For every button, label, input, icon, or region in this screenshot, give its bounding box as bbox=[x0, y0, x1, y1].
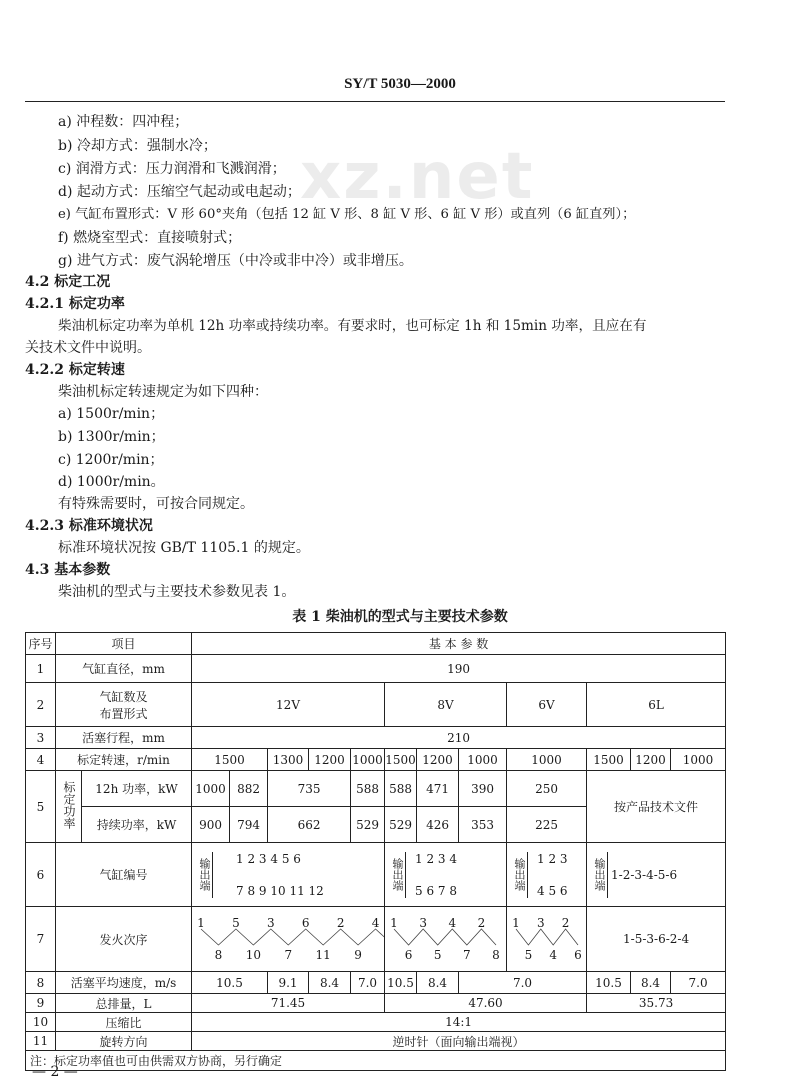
row-item: 旋转方向 bbox=[56, 1032, 192, 1051]
row-item: 12h 功率，kW bbox=[82, 771, 192, 807]
cell-value: 250 bbox=[507, 771, 587, 807]
list-item: f) 燃烧室型式：直接喷射式； bbox=[58, 230, 242, 246]
spec-table bbox=[25, 632, 726, 1071]
cylinder-numbers-top: 1 2 3 bbox=[537, 851, 568, 866]
cell-value: 7.0 bbox=[459, 972, 587, 994]
firing-order-number: 4 bbox=[371, 916, 380, 930]
cell-value: 1200 bbox=[309, 749, 351, 771]
cell-value: 529 bbox=[385, 807, 417, 843]
cylinder-numbers-bottom: 4 5 6 bbox=[537, 883, 568, 898]
cell-value: 7.0 bbox=[671, 972, 726, 994]
firing-order-number: 3 bbox=[419, 916, 427, 930]
cell-value: 662 bbox=[268, 807, 351, 843]
cell-value: 1500 bbox=[385, 749, 417, 771]
section-4-2: 4.2 标定工况 bbox=[25, 274, 111, 290]
output-end-label: 输出端 bbox=[593, 852, 608, 898]
cell-value: 10.5 bbox=[587, 972, 631, 994]
list-item: d) 1000r/min。 bbox=[58, 474, 165, 490]
row-item: 总排量，L bbox=[56, 994, 192, 1013]
col-header-no: 序号 bbox=[26, 633, 56, 655]
row-item: 活塞行程，mm bbox=[56, 727, 192, 749]
cell-value: 9.1 bbox=[268, 972, 309, 994]
row-no: 2 bbox=[26, 683, 56, 727]
firing-zigzag-12v: 185103761129412 bbox=[197, 916, 401, 962]
firing-order-number: 2 bbox=[561, 916, 570, 930]
firing-order-number: 7 bbox=[284, 948, 293, 962]
row-no: 9 bbox=[26, 994, 56, 1013]
paragraph: 柴油机的型式与主要技术参数见表 1。 bbox=[58, 584, 296, 600]
row-no: 5 bbox=[26, 771, 56, 843]
cylinder-numbers-inline: 1-2-3-4-5-6 bbox=[611, 867, 678, 882]
cell-value: 1000 bbox=[507, 749, 587, 771]
row-item: 压缩比 bbox=[56, 1013, 192, 1032]
cell-value: 按产品技术文件 bbox=[587, 771, 726, 843]
row-item-line: 气缸数及 bbox=[99, 689, 148, 704]
page-number: — 2 — bbox=[32, 1064, 78, 1080]
table-note: 注：标定功率值也可由供需双方协商，另行确定 bbox=[26, 1051, 726, 1071]
row-group-label: 标定功率 bbox=[62, 781, 76, 829]
firing-order-number: 8 bbox=[214, 948, 223, 962]
row-no: 8 bbox=[26, 972, 56, 994]
cylinder-numbers-bottom: 7 8 9 10 11 12 bbox=[236, 883, 324, 898]
row-no: 3 bbox=[26, 727, 56, 749]
firing-order-number: 2 bbox=[477, 916, 486, 930]
firing-order-6l: 1-5-3-6-2-4 bbox=[587, 907, 726, 972]
cell-value: 8.4 bbox=[631, 972, 671, 994]
cylinder-diagram-12v bbox=[192, 843, 385, 907]
firing-order-number: 1 bbox=[390, 916, 398, 930]
cell-value: 8V bbox=[385, 683, 507, 727]
cell-value: 1300 bbox=[268, 749, 309, 771]
firing-order-number: 5 bbox=[524, 948, 533, 962]
cylinder-numbers-bottom: 5 6 7 8 bbox=[415, 883, 457, 898]
list-item: e) 气缸布置形式：V 形 60°夹角（包括 12 缸 V 形、8 缸 V 形、6 缸 V 形）或直列（6 缸直列）； bbox=[58, 207, 636, 222]
cylinder-diagram-8v bbox=[385, 843, 507, 907]
cylinder-diagram-6v bbox=[507, 843, 587, 907]
list-item: a) 冲程数：四冲程； bbox=[58, 114, 189, 130]
firing-order-6v bbox=[507, 907, 587, 972]
paragraph: 关技术文件中说明。 bbox=[25, 340, 151, 356]
firing-zigzag-6v bbox=[507, 907, 587, 971]
cell-value: 1500 bbox=[192, 749, 268, 771]
list-item: b) 冷却方式：强制水冷； bbox=[58, 138, 217, 154]
output-end-label: 输出端 bbox=[513, 852, 528, 898]
cell-value: 471 bbox=[417, 771, 459, 807]
section-4-2-1: 4.2.1 标定功率 bbox=[25, 296, 125, 312]
cell-value: 1000 bbox=[192, 771, 230, 807]
cell-value: 35.73 bbox=[587, 994, 726, 1013]
list-item: g) 进气方式：废气涡轮增压（中冷或非中冷）或非增压。 bbox=[58, 253, 413, 269]
list-item: c) 润滑方式：压力润滑和飞溅润滑； bbox=[58, 161, 286, 177]
cell-value: 190 bbox=[192, 655, 726, 683]
firing-order-number: 11 bbox=[315, 948, 331, 962]
firing-order-12v bbox=[192, 907, 401, 972]
cell-value: 1000 bbox=[671, 749, 726, 771]
row-item: 发火次序 bbox=[56, 907, 192, 972]
row-item bbox=[56, 683, 192, 727]
section-4-2-2: 4.2.2 标定转速 bbox=[25, 362, 125, 378]
output-end-label: 输出端 bbox=[391, 852, 406, 898]
cell-value: 71.45 bbox=[192, 994, 385, 1013]
firing-zigzag-8v bbox=[385, 907, 505, 971]
firing-order-number: 10 bbox=[245, 948, 262, 962]
cylinder-diagram-6l bbox=[587, 843, 726, 907]
section-4-3: 4.3 基本参数 bbox=[25, 562, 111, 578]
cell-value: 1200 bbox=[417, 749, 459, 771]
cylinder-numbers-top: 1 2 3 4 bbox=[415, 851, 457, 866]
cell-value: 353 bbox=[459, 807, 507, 843]
list-item: c) 1200r/min； bbox=[58, 452, 164, 468]
firing-order-number: 2 bbox=[336, 916, 345, 930]
firing-order-number: 5 bbox=[433, 948, 442, 962]
row-group bbox=[56, 771, 82, 843]
cylinder-numbers-top: 1 2 3 4 5 6 bbox=[236, 851, 301, 866]
firing-order-line bbox=[201, 929, 385, 945]
firing-order-number: 8 bbox=[492, 948, 500, 962]
list-item: a) 1500r/min； bbox=[58, 406, 165, 422]
list-item: b) 1300r/min； bbox=[58, 429, 165, 445]
cell-value: 6L bbox=[587, 683, 726, 727]
firing-order-number: 4 bbox=[448, 916, 457, 930]
row-item-line: 布置形式 bbox=[99, 706, 148, 721]
cell-value: 529 bbox=[351, 807, 385, 843]
firing-order-number: 4 bbox=[549, 948, 558, 962]
cell-value: 7.0 bbox=[351, 972, 385, 994]
output-end-label: 输出端 bbox=[198, 852, 213, 898]
cell-value: 588 bbox=[351, 771, 385, 807]
row-item: 标定转速，r/min bbox=[56, 749, 192, 771]
table-caption: 表 1 柴油机的型式与主要技术参数 bbox=[292, 609, 508, 625]
cell-value: 8.4 bbox=[309, 972, 351, 994]
row-item: 气缸编号 bbox=[56, 843, 192, 907]
firing-order-number: 6 bbox=[574, 948, 582, 962]
list-item: d) 起动方式：压缩空气起动或电起动； bbox=[58, 184, 301, 200]
cell-value: 900 bbox=[192, 807, 230, 843]
firing-order-number: 1 bbox=[512, 916, 520, 930]
firing-order-number: 9 bbox=[354, 948, 362, 962]
col-header-item: 项目 bbox=[56, 633, 192, 655]
cell-value: 1000 bbox=[459, 749, 507, 771]
cell-value: 882 bbox=[230, 771, 268, 807]
firing-order-number: 7 bbox=[463, 948, 471, 962]
page-header: SY/T 5030—2000 bbox=[344, 76, 456, 92]
row-item: 持续功率，kW bbox=[82, 807, 192, 843]
cell-value: 6V bbox=[507, 683, 587, 727]
row-no: 10 bbox=[26, 1013, 56, 1032]
paragraph: 标准环境状况按 GB/T 1105.1 的规定。 bbox=[58, 540, 310, 556]
firing-order-number: 1 bbox=[197, 916, 205, 930]
firing-order-line bbox=[516, 929, 578, 945]
cell-value: 14:1 bbox=[192, 1013, 726, 1032]
row-no: 7 bbox=[26, 907, 56, 972]
row-item: 活塞平均速度，m/s bbox=[56, 972, 192, 994]
cell-value: 225 bbox=[507, 807, 587, 843]
firing-order-number: 5 bbox=[232, 916, 240, 930]
firing-order-number: 3 bbox=[536, 916, 545, 930]
col-header-params: 基 本 参 数 bbox=[192, 633, 726, 655]
cell-value: 逆时针（面向输出端视） bbox=[192, 1032, 726, 1051]
cell-value: 10.5 bbox=[192, 972, 268, 994]
section-4-2-3: 4.2.3 标准环境状况 bbox=[25, 518, 153, 534]
row-no: 6 bbox=[26, 843, 56, 907]
firing-order-number: 6 bbox=[404, 948, 413, 962]
cell-value: 8.4 bbox=[417, 972, 459, 994]
cell-value: 12V bbox=[192, 683, 385, 727]
cell-value: 1500 bbox=[587, 749, 631, 771]
paragraph: 柴油机标定功率为单机 12h 功率或持续功率。有要求时，也可标定 1h 和 15min 功率，且应在有 bbox=[58, 318, 647, 334]
cell-value: 426 bbox=[417, 807, 459, 843]
cell-value: 1000 bbox=[351, 749, 385, 771]
cell-value: 1200 bbox=[631, 749, 671, 771]
paragraph: 有特殊需要时，可按合同规定。 bbox=[58, 496, 254, 512]
cell-value: 588 bbox=[385, 771, 417, 807]
firing-order-8v bbox=[385, 907, 507, 972]
row-no: 4 bbox=[26, 749, 56, 771]
row-no: 11 bbox=[26, 1032, 56, 1051]
header-rule bbox=[25, 101, 725, 102]
watermark: xz.net bbox=[300, 140, 535, 214]
firing-order-number: 6 bbox=[301, 916, 310, 930]
paragraph: 柴油机标定转速规定为如下四种： bbox=[58, 384, 268, 400]
cell-value: 794 bbox=[230, 807, 268, 843]
cell-value: 390 bbox=[459, 771, 507, 807]
cell-value: 10.5 bbox=[385, 972, 417, 994]
row-no: 1 bbox=[26, 655, 56, 683]
cell-value: 47.60 bbox=[385, 994, 587, 1013]
firing-order-number: 3 bbox=[267, 916, 275, 930]
firing-order-line bbox=[394, 929, 496, 945]
cell-value: 210 bbox=[192, 727, 726, 749]
row-item: 气缸直径，mm bbox=[56, 655, 192, 683]
cell-value: 735 bbox=[268, 771, 351, 807]
